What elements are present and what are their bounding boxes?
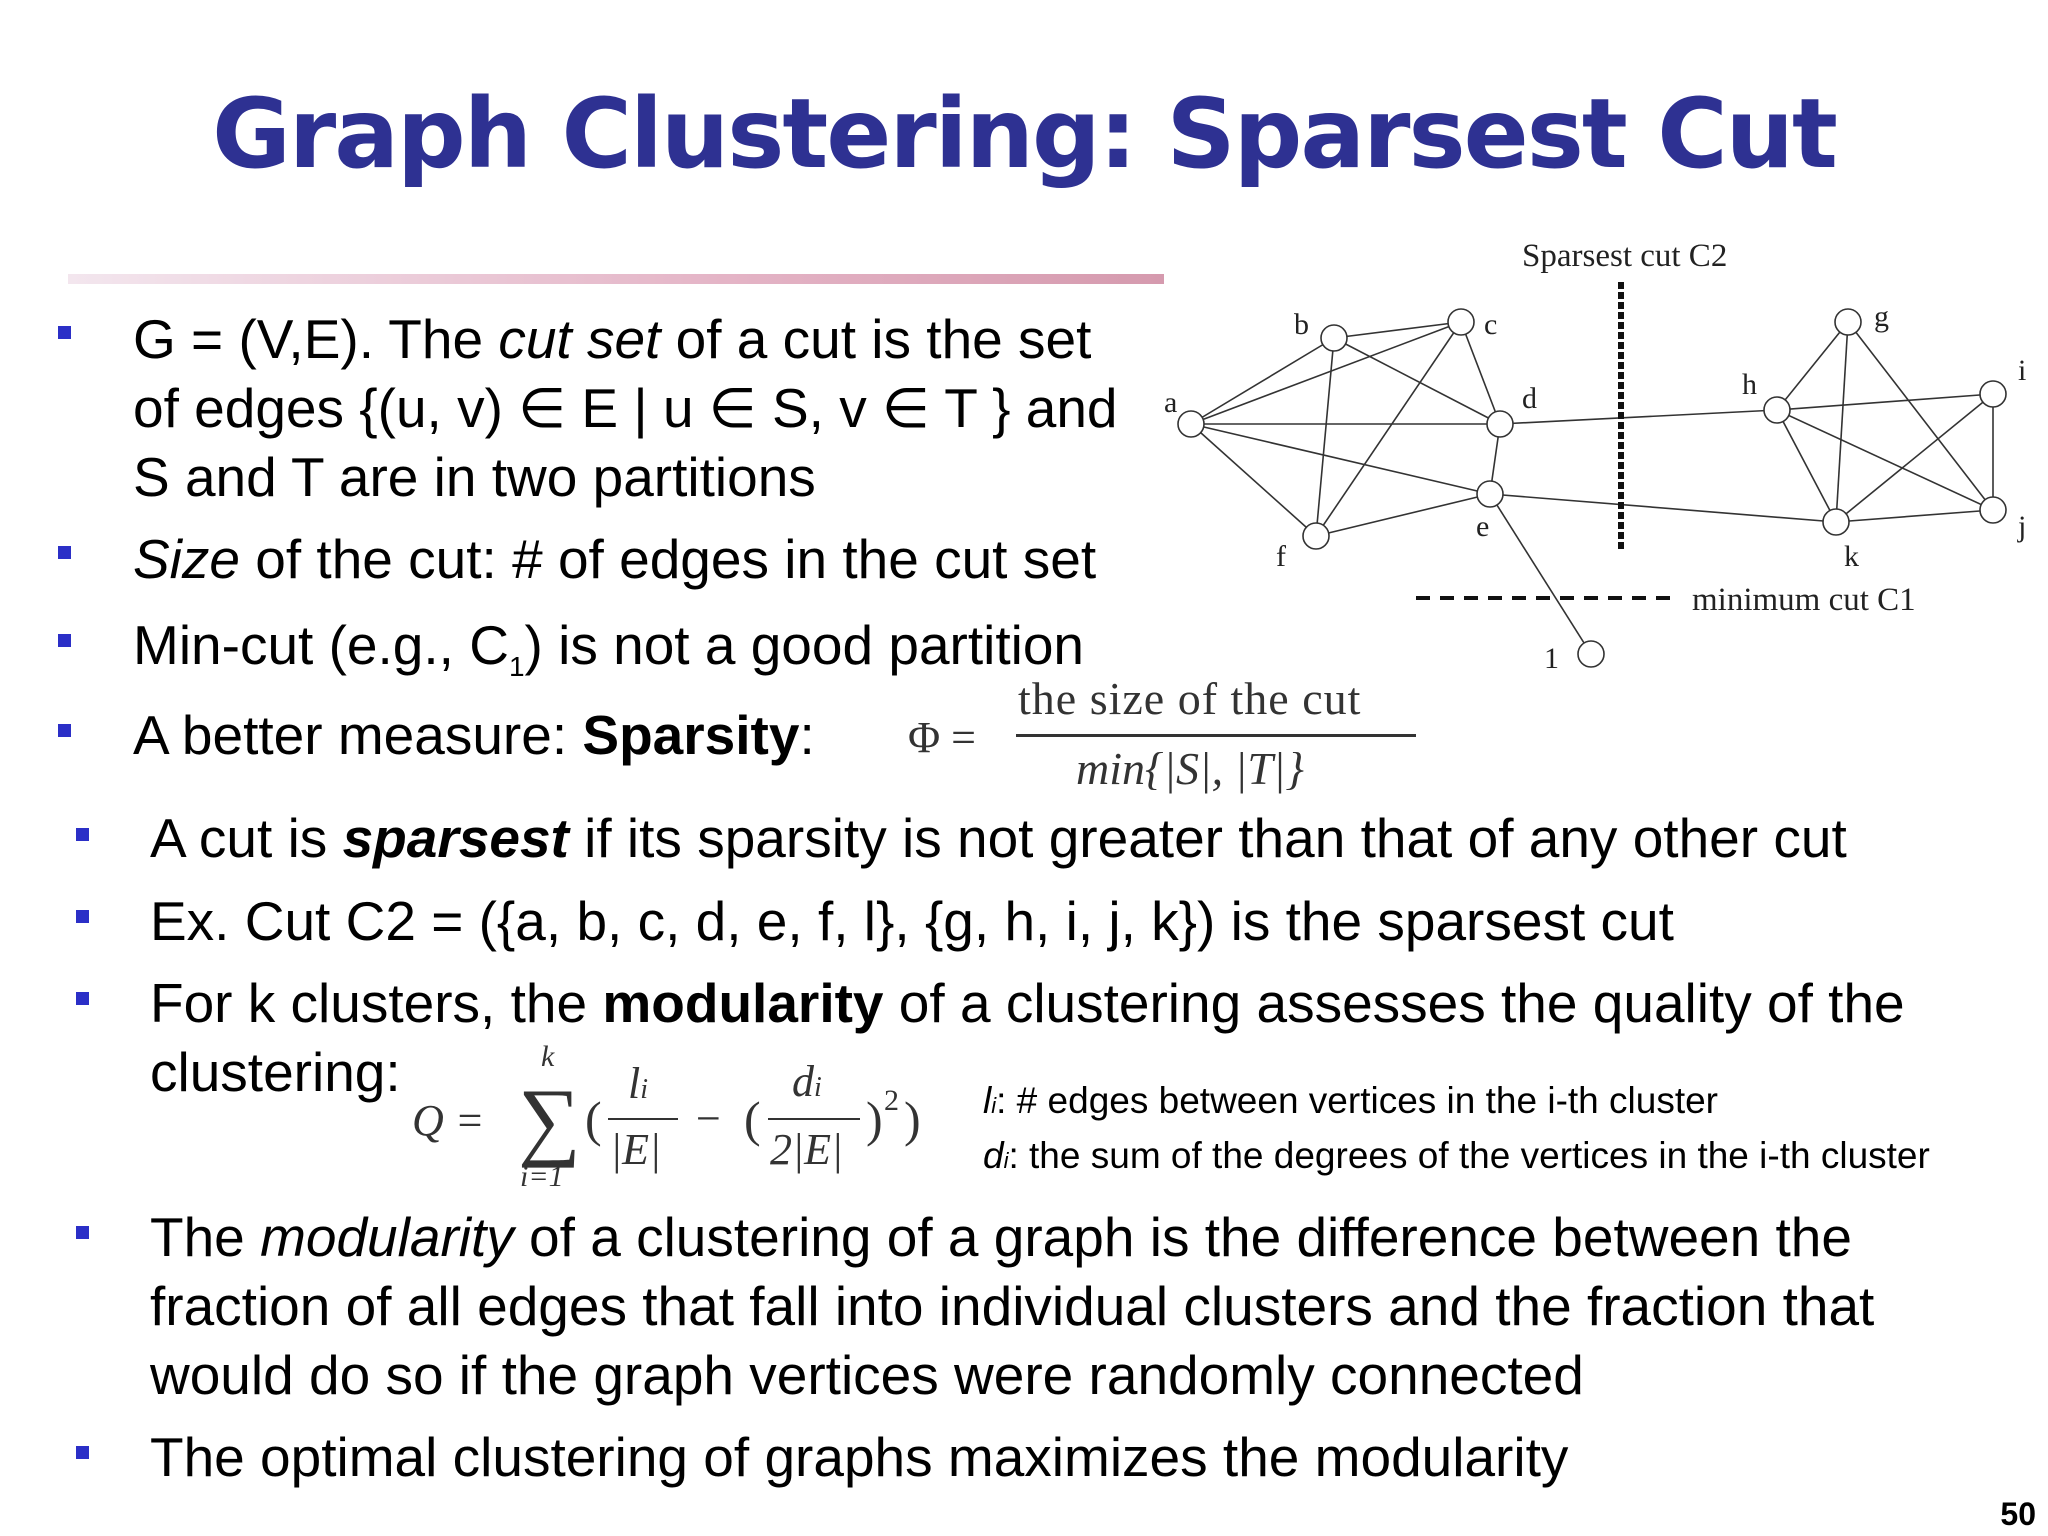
node-label-j: j bbox=[2018, 510, 2027, 543]
node-label-h: h bbox=[1742, 368, 1757, 401]
node-a bbox=[1178, 411, 1204, 437]
subscript: i bbox=[640, 1074, 649, 1105]
subscript: i bbox=[991, 1093, 997, 1118]
legend-l-definition bbox=[983, 1078, 1718, 1129]
node-label-b: b bbox=[1294, 308, 1309, 341]
open-paren: ( bbox=[585, 1091, 602, 1147]
edge-e-f bbox=[1316, 494, 1490, 536]
subscript: 1 bbox=[508, 651, 525, 682]
bullet-sparsity bbox=[133, 701, 815, 770]
bullet-text: The bbox=[150, 1206, 261, 1268]
node-label-d: d bbox=[1522, 382, 1537, 415]
sparsity-formula-lhs: Φ = bbox=[908, 713, 976, 762]
bullet-cut-set-line3: S and T are in two partitions bbox=[133, 446, 816, 508]
bullet-modularity-def-line2: fraction of all edges that fall into individual clusters and the fraction that bbox=[150, 1275, 1875, 1337]
slide-title: Graph Clustering: Sparsest Cut bbox=[212, 78, 1836, 190]
edge-e-l bbox=[1490, 494, 1591, 654]
sum-symbol: ∑ bbox=[518, 1072, 581, 1169]
frac1-bar bbox=[608, 1118, 678, 1120]
bullet-emphasis: modularity bbox=[260, 1206, 514, 1268]
sparsity-fraction-bar bbox=[1016, 734, 1416, 737]
edge-a-f bbox=[1191, 424, 1316, 536]
edge-d-h bbox=[1500, 410, 1777, 424]
close-paren-2: ) bbox=[904, 1091, 921, 1147]
node-i bbox=[1980, 381, 2006, 407]
bullet-text: Min-cut (e.g., C bbox=[133, 614, 509, 676]
bullet-text: of a clustering assesses the quality of the bbox=[883, 972, 1905, 1034]
bullet-text: A better measure: bbox=[133, 704, 583, 766]
edge-j-k bbox=[1836, 510, 1993, 522]
edge-a-e bbox=[1191, 424, 1490, 494]
bullet-emphasis: Size bbox=[133, 528, 240, 590]
edge-b-f bbox=[1316, 338, 1334, 536]
legend-text: : the sum of the degrees of the vertices in the i-th cluster bbox=[1008, 1135, 1930, 1176]
bullet-marker bbox=[58, 634, 71, 647]
edge-h-k bbox=[1777, 410, 1836, 522]
node-k bbox=[1823, 509, 1849, 535]
edge-h-g bbox=[1777, 322, 1848, 410]
bullet-sparsest-definition bbox=[150, 804, 1847, 873]
exponent: 2 bbox=[884, 1084, 899, 1117]
bullet-text: A cut is bbox=[150, 807, 343, 869]
frac1-denominator: |E| bbox=[610, 1125, 662, 1174]
subscript: i bbox=[814, 1072, 822, 1103]
node-label-c: c bbox=[1484, 308, 1498, 341]
node-label-a: a bbox=[1164, 386, 1178, 419]
sparsity-formula-denominator: min{|S|, |T|} bbox=[1076, 743, 1304, 794]
node-c bbox=[1448, 309, 1474, 335]
var-l: l bbox=[628, 1059, 641, 1108]
node-label-e: e bbox=[1476, 510, 1490, 543]
sparsity-formula-numerator: the size of the cut bbox=[1018, 673, 1362, 724]
bullet-marker bbox=[58, 546, 71, 559]
page-number: 50 bbox=[2000, 1496, 2036, 1532]
bullet-min-cut bbox=[133, 611, 1084, 701]
bullet-modularity-def-line3: would do so if the graph vertices were randomly connected bbox=[150, 1344, 1584, 1406]
minimum-cut-label: minimum cut C1 bbox=[1692, 582, 1916, 618]
node-b bbox=[1321, 325, 1347, 351]
frac1-numerator bbox=[628, 1058, 648, 1109]
node-label-l: 1 bbox=[1544, 642, 1559, 675]
bullet-text: of the cut: # of edges in the cut set bbox=[240, 528, 1097, 590]
bullet-modularity-definition bbox=[150, 1203, 1852, 1272]
bullet-text: of a clustering of a graph is the difference between the bbox=[513, 1206, 1852, 1268]
bullet-text: ) is not a good partition bbox=[524, 614, 1085, 676]
edge-h-i bbox=[1777, 394, 1993, 410]
bullet-cut-size bbox=[133, 525, 1096, 594]
edge-b-d bbox=[1334, 338, 1500, 424]
edge-h-j bbox=[1777, 410, 1993, 510]
node-f bbox=[1303, 523, 1329, 549]
subscript: i bbox=[1003, 1148, 1009, 1173]
bullet-cut-set-line2: of edges {(u, v) ∈ E | u ∈ S, v ∈ T } and bbox=[133, 377, 1118, 439]
node-e bbox=[1477, 481, 1503, 507]
bullet-marker bbox=[76, 992, 89, 1005]
bullet-strong: modularity bbox=[602, 972, 884, 1034]
edge-e-k bbox=[1490, 494, 1836, 522]
bullet-marker bbox=[58, 326, 71, 339]
node-label-k: k bbox=[1844, 540, 1859, 573]
bullet-modularity-line2: clustering: bbox=[150, 1041, 401, 1103]
graph-diagram bbox=[1148, 222, 2048, 702]
edge-c-f bbox=[1316, 322, 1461, 536]
edge-g-j bbox=[1848, 322, 1993, 510]
var-l: l bbox=[983, 1080, 992, 1121]
edge-i-k bbox=[1836, 394, 1993, 522]
frac2-bar bbox=[768, 1118, 860, 1120]
node-d bbox=[1487, 411, 1513, 437]
bullet-text: For k clusters, the bbox=[150, 972, 603, 1034]
bullet-marker bbox=[76, 828, 89, 841]
node-l bbox=[1578, 641, 1604, 667]
bullet-text: if its sparsity is not greater than that of any other cut bbox=[568, 807, 1847, 869]
sparsest-cut-label: Sparsest cut C2 bbox=[1522, 238, 1728, 274]
node-label-i: i bbox=[2018, 354, 2027, 387]
legend-d-definition bbox=[983, 1133, 1930, 1184]
bullet-modularity-quality bbox=[150, 969, 1905, 1038]
edge-a-b bbox=[1191, 338, 1334, 424]
legend-text: : # edges between vertices in the i-th cluster bbox=[996, 1080, 1719, 1121]
bullet-marker bbox=[58, 724, 71, 737]
node-label-f: f bbox=[1276, 540, 1286, 573]
bullet-marker bbox=[76, 1446, 89, 1459]
minus-sign: − bbox=[696, 1094, 721, 1143]
frac2-denominator: 2|E| bbox=[770, 1125, 844, 1174]
sum-lower-limit: i=1 bbox=[520, 1160, 564, 1193]
var-d: d bbox=[792, 1057, 814, 1106]
bullet-strong-emphasis: sparsest bbox=[342, 807, 569, 869]
bullet-text: : bbox=[799, 704, 815, 766]
bullet-sparsest-example: Ex. Cut C2 = ({a, b, c, d, e, f, l}, {g, h, i, j, k}) is the sparsest cut bbox=[150, 890, 1674, 952]
open-paren-2: ( bbox=[744, 1091, 761, 1147]
bullet-emphasis: cut set bbox=[498, 308, 661, 370]
node-g bbox=[1835, 309, 1861, 335]
modularity-lhs: Q = bbox=[412, 1096, 485, 1145]
bullet-text: G = (V,E). The bbox=[133, 308, 499, 370]
bullet-optimal-clustering: The optimal clustering of graphs maximizes the modularity bbox=[150, 1426, 1569, 1488]
bullet-marker bbox=[76, 1226, 89, 1239]
node-label-g: g bbox=[1874, 300, 1889, 333]
bullet-strong: Sparsity bbox=[582, 704, 800, 766]
frac2-numerator bbox=[792, 1056, 822, 1107]
bullet-marker bbox=[76, 910, 89, 923]
title-underline bbox=[68, 274, 1164, 284]
edge-g-k bbox=[1836, 322, 1848, 522]
node-j bbox=[1980, 497, 2006, 523]
var-d: d bbox=[983, 1135, 1004, 1176]
close-paren: ) bbox=[866, 1091, 883, 1147]
bullet-cut-set-definition bbox=[133, 305, 1091, 374]
node-h bbox=[1764, 397, 1790, 423]
sum-upper-limit: k bbox=[541, 1040, 555, 1073]
bullet-text: of a cut is the set bbox=[660, 308, 1092, 370]
